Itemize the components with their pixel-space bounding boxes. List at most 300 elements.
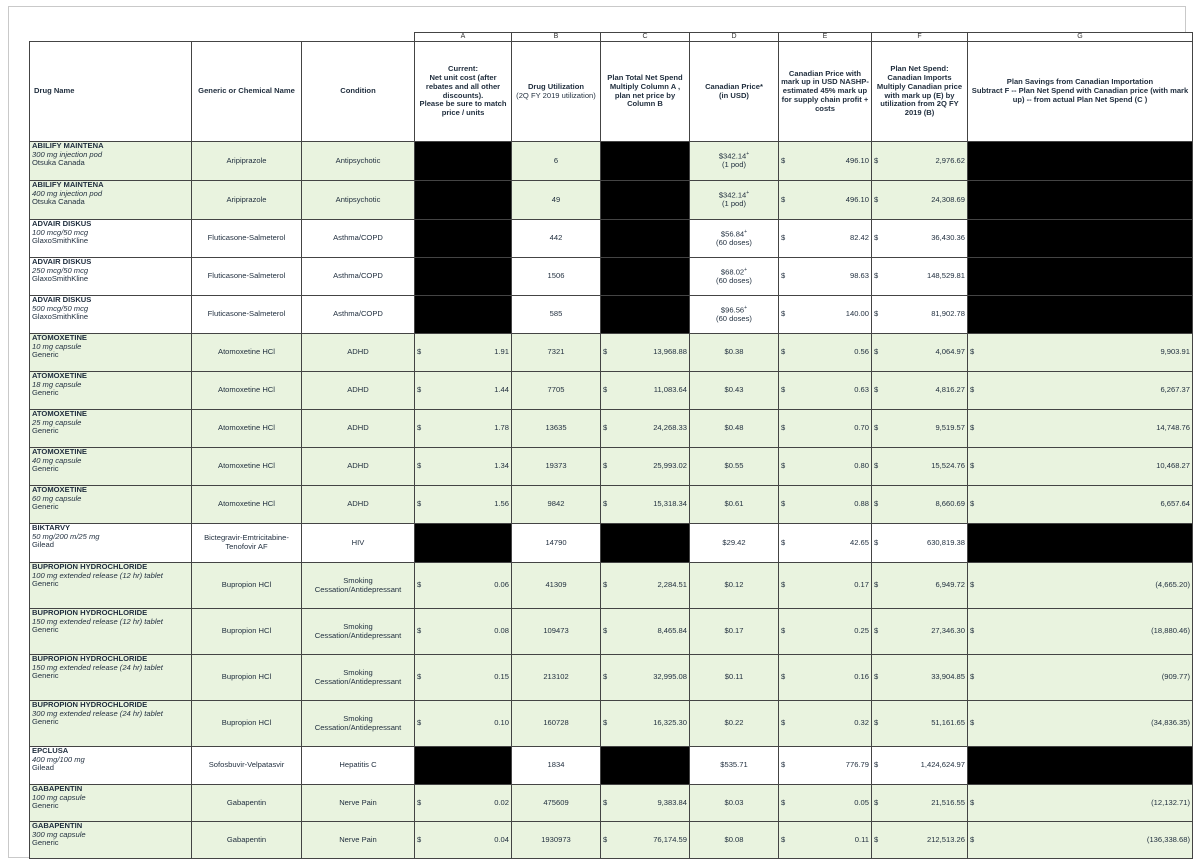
condition-cell: Asthma/COPD xyxy=(302,296,415,334)
plan-net-spend-imports xyxy=(872,747,968,785)
plan-net-spend-imports xyxy=(872,448,968,486)
drug-dosage-form: 10 mg capsule xyxy=(32,341,82,351)
currency-symbol: $ xyxy=(417,718,422,728)
currency-symbol: $ xyxy=(603,461,608,471)
drug-manufacturer: Gilead xyxy=(32,540,54,550)
drug-manufacturer: Generic xyxy=(32,838,59,848)
currency-symbol: $ xyxy=(603,834,608,844)
plan-net-spend-imports-value: 36,430.36 xyxy=(931,233,965,243)
plan-net-spend-imports xyxy=(872,142,968,181)
drug-dosage-form: 150 mg extended release (24 hr) tablet xyxy=(32,662,163,672)
plan-total-net-spend xyxy=(601,701,690,747)
currency-symbol: $ xyxy=(417,499,422,509)
currency-symbol: $ xyxy=(874,233,879,243)
header-plan-total-net-spend: Plan Total Net Spend Multiply Column A , plan net price by Column B xyxy=(601,42,690,142)
plan-net-spend-imports-value: 24,308.69 xyxy=(931,194,965,204)
net-unit-cost xyxy=(415,609,512,655)
table-row xyxy=(30,334,1193,372)
column-letter-e: E xyxy=(779,33,872,42)
utilization-cell: 109473 xyxy=(512,609,601,655)
currency-symbol: $ xyxy=(874,626,879,636)
drug-dosage-form: 100 mg capsule xyxy=(32,792,86,802)
plan-savings-redacted xyxy=(968,524,1193,563)
table-row xyxy=(30,747,1193,785)
currency-symbol: $ xyxy=(970,423,975,433)
drug-brand-name: ABILIFY MAINTENA xyxy=(32,141,104,151)
plan-total-net-spend-value: 2,284.51 xyxy=(657,580,687,590)
plan-net-spend-imports-value: 212,513.26 xyxy=(926,834,965,844)
plan-savings-redacted xyxy=(968,142,1193,181)
plan-net-spend-imports xyxy=(872,258,968,296)
currency-symbol: $ xyxy=(781,347,786,357)
canadian-price-amount: $0.43 xyxy=(724,385,744,395)
plan-net-spend-imports-value: 4,064.97 xyxy=(935,347,965,357)
table-row xyxy=(30,609,1193,655)
net-unit-cost xyxy=(415,563,512,609)
plan-total-net-spend xyxy=(601,410,690,448)
canadian-price-markup xyxy=(779,334,872,372)
column-letter-row xyxy=(30,33,1193,42)
header-drug-utilization-main: Drug Utilization xyxy=(527,81,585,91)
header-drug-name: Drug Name xyxy=(30,42,192,142)
canadian-price-markup-value: 776.79 xyxy=(845,760,869,770)
drug-dosage-form: 400 mg/100 mg xyxy=(32,754,85,764)
drug-brand-name: EPCLUSA xyxy=(32,746,69,756)
net-unit-cost-value: 0.15 xyxy=(494,672,509,682)
plan-total-net-spend xyxy=(601,372,690,410)
drug-brand-name: BIKTARVY xyxy=(32,523,71,533)
canadian-price-amount: $342.14 xyxy=(718,190,747,200)
header-condition: Condition xyxy=(302,42,415,142)
currency-symbol: $ xyxy=(874,499,879,509)
currency-symbol: $ xyxy=(781,155,786,165)
currency-symbol: $ xyxy=(781,271,786,281)
drug-dosage-form: 25 mg capsule xyxy=(32,417,82,427)
plan-total-net-spend-redacted xyxy=(601,296,690,334)
plan-total-net-spend-redacted xyxy=(601,142,690,181)
utilization-cell: 160728 xyxy=(512,701,601,747)
table-row xyxy=(30,486,1193,524)
table-row xyxy=(30,785,1193,822)
plan-net-spend-imports xyxy=(872,822,968,859)
table-row xyxy=(30,655,1193,701)
canadian-price-value xyxy=(692,719,776,728)
plan-total-net-spend-value: 24,268.33 xyxy=(653,423,687,433)
canadian-price-markup xyxy=(779,448,872,486)
plan-total-net-spend xyxy=(601,486,690,524)
plan-savings-redacted xyxy=(968,258,1193,296)
document-page xyxy=(8,6,1190,858)
currency-symbol: $ xyxy=(603,718,608,728)
canadian-price-amount: $342.14 xyxy=(718,151,747,161)
drug-brand-name: BUPROPION HYDROCHLORIDE xyxy=(32,654,148,664)
generic-name-cell: Gabapentin xyxy=(192,822,302,859)
drug-name-cell xyxy=(30,410,192,448)
canadian-price-markup-value: 0.11 xyxy=(854,834,869,844)
plan-total-net-spend-value: 76,174.59 xyxy=(653,834,687,844)
currency-symbol: $ xyxy=(874,537,879,547)
utilization-cell: 6 xyxy=(512,142,601,181)
plan-total-net-spend-redacted xyxy=(601,258,690,296)
table-row xyxy=(30,372,1193,410)
canadian-price-amount: $0.12 xyxy=(724,580,744,590)
plan-total-net-spend-redacted xyxy=(601,524,690,563)
canadian-price-amount: $0.17 xyxy=(724,626,744,636)
generic-name-cell: Bictegravir-Emtricitabine-Tenofovir AF xyxy=(192,524,302,563)
plan-total-net-spend xyxy=(601,448,690,486)
canadian-price-value xyxy=(692,386,776,395)
plan-net-spend-imports xyxy=(872,486,968,524)
plan-total-net-spend-redacted xyxy=(601,220,690,258)
canadian-price-value xyxy=(692,500,776,509)
plan-total-net-spend-value: 25,993.02 xyxy=(653,461,687,471)
condition-cell: Antipsychotic xyxy=(302,142,415,181)
utilization-cell: 475609 xyxy=(512,785,601,822)
generic-name-cell: Atomoxetine HCl xyxy=(192,334,302,372)
plan-net-spend-imports xyxy=(872,563,968,609)
currency-symbol: $ xyxy=(603,672,608,682)
plan-total-net-spend xyxy=(601,822,690,859)
drug-brand-name: GABAPENTIN xyxy=(32,784,83,794)
currency-symbol: $ xyxy=(874,672,879,682)
currency-symbol: $ xyxy=(781,537,786,547)
canadian-price-amount: $56.84 xyxy=(720,229,745,239)
net-unit-cost-value: 0.10 xyxy=(494,718,509,728)
canadian-price-value xyxy=(692,424,776,433)
header-generic-name: Generic or Chemical Name xyxy=(192,42,302,142)
canadian-price-footnote-mark: + xyxy=(744,266,748,273)
plan-net-spend-imports xyxy=(872,334,968,372)
utilization-cell: 585 xyxy=(512,296,601,334)
currency-symbol: $ xyxy=(417,672,422,682)
drug-manufacturer: Otsuka Canada xyxy=(32,158,85,168)
net-unit-cost xyxy=(415,822,512,859)
plan-savings-redacted xyxy=(968,181,1193,220)
drug-dosage-form: 400 mg injection pod xyxy=(32,188,103,198)
currency-symbol: $ xyxy=(781,309,786,319)
drug-manufacturer: Generic xyxy=(32,671,59,681)
canadian-price-cell xyxy=(690,655,779,701)
plan-total-net-spend-redacted xyxy=(601,747,690,785)
drug-manufacturer: Gilead xyxy=(32,763,54,773)
drug-name-cell xyxy=(30,785,192,822)
plan-net-spend-imports xyxy=(872,372,968,410)
canadian-price-markup-value: 496.10 xyxy=(845,155,869,165)
condition-cell: Smoking Cessation/Antidepressant xyxy=(302,701,415,747)
canadian-price-markup-value: 0.25 xyxy=(854,626,869,636)
canadian-price-unit: (1 pod) xyxy=(721,199,747,209)
net-unit-cost xyxy=(415,448,512,486)
canadian-price-markup-value: 0.80 xyxy=(854,461,869,471)
condition-cell: Asthma/COPD xyxy=(302,258,415,296)
currency-symbol: $ xyxy=(874,423,879,433)
currency-symbol: $ xyxy=(417,834,422,844)
net-unit-cost xyxy=(415,701,512,747)
drug-manufacturer: Generic xyxy=(32,801,59,811)
currency-symbol: $ xyxy=(874,718,879,728)
canadian-price-value xyxy=(692,799,776,808)
plan-total-net-spend xyxy=(601,785,690,822)
canadian-price-markup xyxy=(779,181,872,220)
plan-net-spend-imports xyxy=(872,785,968,822)
currency-symbol: $ xyxy=(874,347,879,357)
drug-brand-name: BUPROPION HYDROCHLORIDE xyxy=(32,562,148,572)
table-row xyxy=(30,822,1193,859)
table-row xyxy=(30,181,1193,220)
plan-total-net-spend xyxy=(601,563,690,609)
drug-manufacturer: Generic xyxy=(32,579,59,589)
canadian-price-amount: $0.55 xyxy=(724,461,744,471)
currency-symbol: $ xyxy=(970,499,975,509)
net-unit-cost-value: 0.08 xyxy=(494,626,509,636)
plan-net-spend-imports-value: 148,529.81 xyxy=(926,271,965,281)
plan-savings-value: (18,880.46) xyxy=(1151,626,1190,636)
canadian-price-markup-value: 0.17 xyxy=(854,580,869,590)
column-letter-a: A xyxy=(415,33,512,42)
plan-net-spend-imports-value: 630,819.38 xyxy=(926,537,965,547)
drug-dosage-form: 40 mg capsule xyxy=(32,455,82,465)
condition-cell: Nerve Pain xyxy=(302,785,415,822)
plan-savings-value: 9,903.91 xyxy=(1160,347,1190,357)
table-row xyxy=(30,410,1193,448)
plan-net-spend-imports xyxy=(872,655,968,701)
plan-savings xyxy=(968,372,1193,410)
canadian-price-markup-value: 0.32 xyxy=(854,718,869,728)
canadian-price-markup xyxy=(779,258,872,296)
generic-name-cell: Aripiprazole xyxy=(192,181,302,220)
currency-symbol: $ xyxy=(970,797,975,807)
plan-savings xyxy=(968,448,1193,486)
header-drug-utilization xyxy=(512,42,601,142)
drug-manufacturer: Otsuka Canada xyxy=(32,197,85,207)
drug-manufacturer: GlaxoSmithKline xyxy=(32,236,89,246)
canadian-price-value xyxy=(692,581,776,590)
plan-savings-redacted xyxy=(968,220,1193,258)
drug-name-cell xyxy=(30,486,192,524)
generic-name-cell: Fluticasone-Salmeterol xyxy=(192,296,302,334)
condition-cell: HIV xyxy=(302,524,415,563)
drug-manufacturer: Generic xyxy=(32,464,59,474)
net-unit-cost-value: 1.91 xyxy=(494,347,509,357)
canadian-price-markup-value: 82.42 xyxy=(849,233,869,243)
plan-savings-redacted xyxy=(968,747,1193,785)
generic-name-cell: Atomoxetine HCl xyxy=(192,372,302,410)
canadian-price-footnote-mark: + xyxy=(746,190,750,197)
canadian-price-markup xyxy=(779,609,872,655)
canadian-price-cell xyxy=(690,524,779,563)
plan-net-spend-imports-value: 6,949.72 xyxy=(935,580,965,590)
table-row xyxy=(30,220,1193,258)
canadian-price-amount: $0.03 xyxy=(724,797,744,807)
canadian-price-markup-value: 0.16 xyxy=(854,672,869,682)
currency-symbol: $ xyxy=(417,423,422,433)
header-drug-utilization-sub: (2Q FY 2019 utilization) xyxy=(516,90,596,100)
currency-symbol: $ xyxy=(781,580,786,590)
plan-net-spend-imports-value: 81,902.78 xyxy=(931,309,965,319)
generic-name-cell: Sofosbuvir-Velpatasvir xyxy=(192,747,302,785)
plan-savings-value: 10,468.27 xyxy=(1156,461,1190,471)
plan-net-spend-imports-value: 9,519.57 xyxy=(935,423,965,433)
plan-savings-value: (136,338.68) xyxy=(1146,834,1190,844)
plan-net-spend-imports-value: 2,976.62 xyxy=(935,155,965,165)
plan-total-net-spend-redacted xyxy=(601,181,690,220)
currency-symbol: $ xyxy=(781,797,786,807)
plan-net-spend-imports-value: 27,346.30 xyxy=(931,626,965,636)
plan-savings xyxy=(968,609,1193,655)
currency-symbol: $ xyxy=(781,423,786,433)
net-unit-cost-redacted xyxy=(415,258,512,296)
canadian-price-cell xyxy=(690,486,779,524)
drug-brand-name: ADVAIR DISKUS xyxy=(32,295,92,305)
drug-brand-name: ATOMOXETINE xyxy=(32,371,87,381)
currency-symbol: $ xyxy=(603,499,608,509)
canadian-price-amount: $0.48 xyxy=(724,423,744,433)
header-net-unit-cost: Current: Net unit cost (after rebates and all other discounts). Please be sure to match price / units xyxy=(415,42,512,142)
canadian-price-amount: $29.42 xyxy=(722,537,746,547)
generic-name-cell: Bupropion HCl xyxy=(192,563,302,609)
net-unit-cost-value: 1.56 xyxy=(494,499,509,509)
canadian-price-cell xyxy=(690,609,779,655)
canadian-price-markup xyxy=(779,655,872,701)
plan-net-spend-imports xyxy=(872,410,968,448)
canadian-price-amount: $535.71 xyxy=(720,760,748,770)
plan-net-spend-imports-value: 1,424,624.97 xyxy=(920,760,965,770)
column-letter-f: F xyxy=(872,33,968,42)
currency-symbol: $ xyxy=(603,385,608,395)
net-unit-cost xyxy=(415,410,512,448)
currency-symbol: $ xyxy=(874,155,879,165)
generic-name-cell: Atomoxetine HCl xyxy=(192,410,302,448)
canadian-price-markup xyxy=(779,486,872,524)
net-unit-cost-value: 1.44 xyxy=(494,385,509,395)
currency-symbol: $ xyxy=(874,271,879,281)
currency-symbol: $ xyxy=(417,797,422,807)
currency-symbol: $ xyxy=(417,626,422,636)
utilization-cell: 1506 xyxy=(512,258,601,296)
drug-dosage-form: 18 mg capsule xyxy=(32,379,82,389)
drug-name-cell xyxy=(30,822,192,859)
generic-name-cell: Atomoxetine HCl xyxy=(192,448,302,486)
currency-symbol: $ xyxy=(781,718,786,728)
plan-net-spend-imports-value: 8,660.69 xyxy=(935,499,965,509)
drug-name-cell xyxy=(30,220,192,258)
currency-symbol: $ xyxy=(781,672,786,682)
drug-dosage-form: 50 mg/200 m/25 mg xyxy=(32,531,100,541)
canadian-price-cell xyxy=(690,410,779,448)
drug-name-cell xyxy=(30,142,192,181)
drug-dosage-form: 100 mg extended release (12 hr) tablet xyxy=(32,570,163,580)
currency-symbol: $ xyxy=(874,797,879,807)
plan-net-spend-imports xyxy=(872,181,968,220)
plan-savings xyxy=(968,486,1193,524)
drug-brand-name: ADVAIR DISKUS xyxy=(32,219,92,229)
utilization-cell: 19373 xyxy=(512,448,601,486)
canadian-price-markup xyxy=(779,701,872,747)
drug-name-cell xyxy=(30,524,192,563)
net-unit-cost-redacted xyxy=(415,747,512,785)
canadian-price-cell xyxy=(690,563,779,609)
condition-cell: ADHD xyxy=(302,486,415,524)
drug-brand-name: GABAPENTIN xyxy=(32,821,83,831)
canadian-price-cell xyxy=(690,785,779,822)
column-letter-c: C xyxy=(601,33,690,42)
drug-brand-name: ATOMOXETINE xyxy=(32,485,87,495)
plan-net-spend-imports-value: 4,816.27 xyxy=(935,385,965,395)
condition-cell: Smoking Cessation/Antidepressant xyxy=(302,655,415,701)
plan-net-spend-imports-value: 21,516.55 xyxy=(931,797,965,807)
canadian-price-markup-value: 98.63 xyxy=(849,271,869,281)
currency-symbol: $ xyxy=(781,760,786,770)
drug-brand-name: BUPROPION HYDROCHLORIDE xyxy=(32,608,148,618)
currency-symbol: $ xyxy=(970,580,975,590)
utilization-cell: 442 xyxy=(512,220,601,258)
drug-name-cell xyxy=(30,701,192,747)
generic-name-cell: Bupropion HCl xyxy=(192,609,302,655)
condition-cell: Nerve Pain xyxy=(302,822,415,859)
utilization-cell: 1930973 xyxy=(512,822,601,859)
utilization-cell: 14790 xyxy=(512,524,601,563)
generic-name-cell: Gabapentin xyxy=(192,785,302,822)
currency-symbol: $ xyxy=(417,580,422,590)
plan-total-net-spend-value: 15,318.34 xyxy=(653,499,687,509)
drug-manufacturer: Generic xyxy=(32,502,59,512)
plan-total-net-spend-value: 13,968.88 xyxy=(653,347,687,357)
canadian-price-value xyxy=(692,348,776,357)
canadian-price-markup xyxy=(779,524,872,563)
canadian-price-markup xyxy=(779,563,872,609)
canadian-price-value xyxy=(692,673,776,682)
canadian-price-cell xyxy=(690,701,779,747)
generic-name-cell: Aripiprazole xyxy=(192,142,302,181)
currency-symbol: $ xyxy=(781,385,786,395)
canadian-price-footnote-mark: + xyxy=(744,304,748,311)
plan-total-net-spend-value: 11,083.64 xyxy=(653,385,687,395)
header-plan-savings: Plan Savings from Canadian Importation Subtract F -- Plan Net Spend with Canadian price (with mark up) -- from actual Plan Net Spend (C ) xyxy=(968,42,1193,142)
canadian-price-markup xyxy=(779,785,872,822)
header-canadian-price: Canadian Price* (in USD) xyxy=(690,42,779,142)
header-plan-net-spend-imports: Plan Net Spend: Canadian Imports Multiply Canadian price with mark up (E) by utilization from 2Q FY 2019 (B) xyxy=(872,42,968,142)
utilization-cell: 13635 xyxy=(512,410,601,448)
currency-symbol: $ xyxy=(970,461,975,471)
canadian-price-amount: $96.56 xyxy=(720,305,745,315)
canadian-price-cell xyxy=(690,747,779,785)
canadian-price-cell xyxy=(690,822,779,859)
canadian-price-markup xyxy=(779,372,872,410)
currency-symbol: $ xyxy=(970,347,975,357)
canadian-price-amount: $0.08 xyxy=(724,834,744,844)
drug-brand-name: ADVAIR DISKUS xyxy=(32,257,92,267)
canadian-price-markup-value: 0.56 xyxy=(854,347,869,357)
condition-cell: ADHD xyxy=(302,448,415,486)
drug-brand-name: ATOMOXETINE xyxy=(32,409,87,419)
condition-cell: Hepatitis C xyxy=(302,747,415,785)
canadian-price-markup-value: 0.70 xyxy=(854,423,869,433)
currency-symbol: $ xyxy=(874,309,879,319)
table-row xyxy=(30,142,1193,181)
condition-cell: Antipsychotic xyxy=(302,181,415,220)
drug-brand-name: ATOMOXETINE xyxy=(32,447,87,457)
plan-net-spend-imports xyxy=(872,296,968,334)
drug-name-cell xyxy=(30,372,192,410)
canadian-price-markup xyxy=(779,747,872,785)
currency-symbol: $ xyxy=(603,797,608,807)
drug-brand-name: BUPROPION HYDROCHLORIDE xyxy=(32,700,148,710)
plan-savings xyxy=(968,655,1193,701)
canadian-price-markup-value: 42.65 xyxy=(849,537,869,547)
drug-dosage-form: 500 mcg/50 mcg xyxy=(32,303,89,313)
canadian-price-cell xyxy=(690,181,779,220)
table-row xyxy=(30,448,1193,486)
